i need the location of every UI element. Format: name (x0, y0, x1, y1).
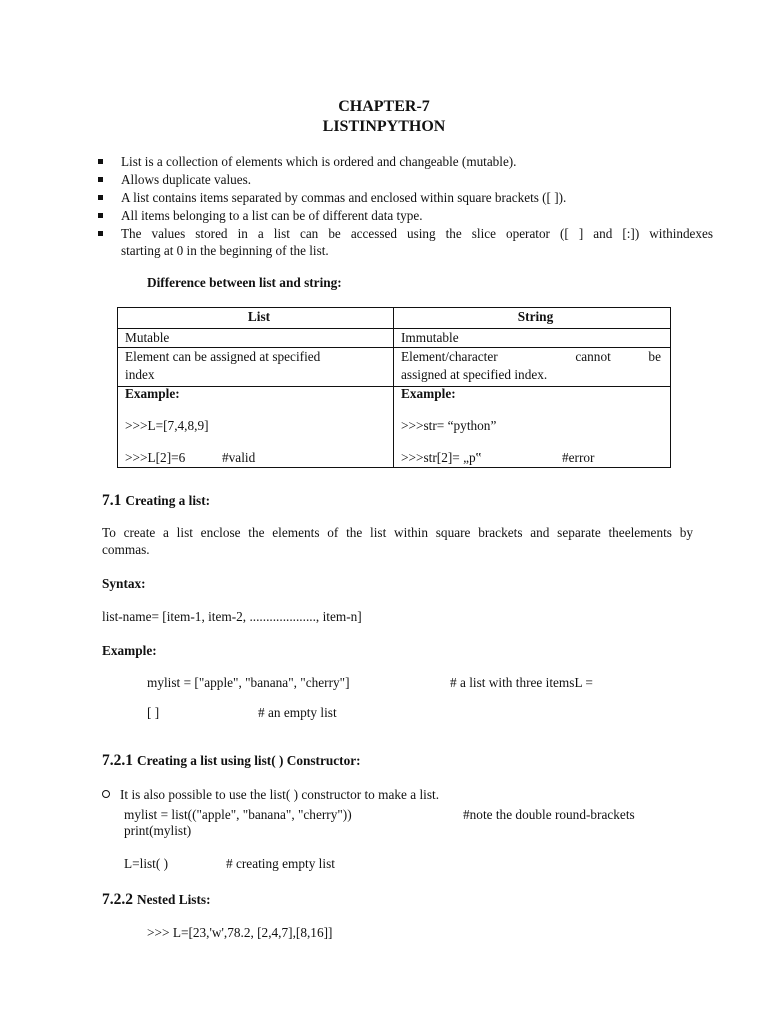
code-line: [ ] (147, 705, 160, 720)
code-comment: # an empty list (258, 705, 337, 720)
cell-list-assign: Element can be assigned at specified index (118, 348, 394, 387)
paragraph-continuation: commas. (102, 542, 150, 557)
cell-list-example: Example: >>>L=[7,4,8,9] >>>L[2]=6 #valid (118, 387, 394, 468)
bullet-square-icon (98, 177, 103, 182)
table-header-row (118, 308, 671, 329)
table-row (118, 348, 671, 387)
code-line: L=list( ) (124, 856, 169, 871)
cell-immutable: Immutable (394, 329, 671, 348)
section-heading-7-2-2: 7.2.2 Nested Lists: (102, 891, 211, 908)
diff-heading: Difference between list and string: (147, 275, 342, 290)
column-header-string: String (394, 308, 671, 329)
bullet-square-icon (98, 213, 103, 218)
cell-string-assign: Element/character cannot be assigned at specified index. (394, 348, 671, 387)
code-comment: # creating empty list (226, 856, 335, 871)
bullet-square-icon (98, 231, 103, 236)
chapter-number: CHAPTER-7 (338, 98, 430, 115)
column-header-list: List (118, 308, 394, 329)
document-page: CHAPTER-7 LISTINPYTHON List is a collection of elements which is ordered and changeable (mutable). Allows duplicate values. A list contains items separated by commas and enclosed within square brackets ([ ]). All items belonging to a list can be of different data type. The values stored in a list can be accessed using the slice operator ([ ] and [:]) withindexes starting at 0 in the beginning of the list. Difference between list and string: List String Mutable Immutable Element can be assigned at specified index Element/character cannot be assigned at specified index. Example: >>>L=[7,4,8,9] >>>L[2]=6 #valid Example: >>>str= “python” >>>str[2]= „p‟ #error 7.1 Creating a list: To create a list enclose the elements of the list within square brackets and separate theelements by commas. Syntax: list-name= [item-1, item-2, ...................., item-n] Example: mylist = ["apple", "banana", "cherry"] # a list with three itemsL = [ ] # an empty list 7.2.1 Creating a list using list( ) Constructor: It is also possible to use the list( ) constructor to make a list. mylist = list(("apple", "banana", "cherry")) #note the double round-brackets print(mylist) L=list( ) # creating empty list 7.2.2 Nested Lists: >>> L=[23,'w',78.2, [2,4,7],[8,16]] (0, 0, 768, 1024)
code-comment: # a list with three itemsL = (450, 675, 593, 690)
syntax-label: Syntax: (102, 576, 146, 591)
code-line: >>> L=[23,'w',78.2, [2,4,7],[8,16]] (147, 925, 333, 940)
table-row (118, 329, 671, 348)
code-line: mylist = list(("apple", "banana", "cherry")) (124, 807, 352, 822)
circle-bullet-icon (102, 790, 110, 798)
difference-table (117, 307, 671, 468)
cell-string-example: Example: >>>str= “python” >>>str[2]= „p‟ #error (394, 387, 671, 468)
paragraph: To create a list enclose the elements of the list within square brackets and separate theelements by (102, 525, 693, 540)
chapter-title: LISTINPYTHON (322, 118, 446, 135)
table-row (118, 387, 671, 468)
code-line: print(mylist) (124, 823, 192, 838)
bullet-item: The values stored in a list can be accessed using the slice operator ([ ] and [:]) withindexes (98, 225, 713, 243)
code-line: mylist = ["apple", "banana", "cherry"] (147, 675, 350, 690)
example-label: Example: (102, 643, 157, 658)
cell-mutable: Mutable (118, 329, 394, 348)
section-heading-7-1: 7.1 Creating a list: (102, 492, 211, 509)
bullet-square-icon (98, 195, 103, 200)
bullet-square-icon (98, 159, 103, 164)
syntax-line: list-name= [item-1, item-2, ...................., item-n] (102, 609, 362, 624)
code-comment: #note the double round-brackets (463, 807, 635, 822)
section-heading-7-2-1: 7.2.1 Creating a list using list( ) Constructor: (102, 752, 361, 769)
circle-bullet-item: It is also possible to use the list( ) constructor to make a list. (102, 787, 439, 803)
